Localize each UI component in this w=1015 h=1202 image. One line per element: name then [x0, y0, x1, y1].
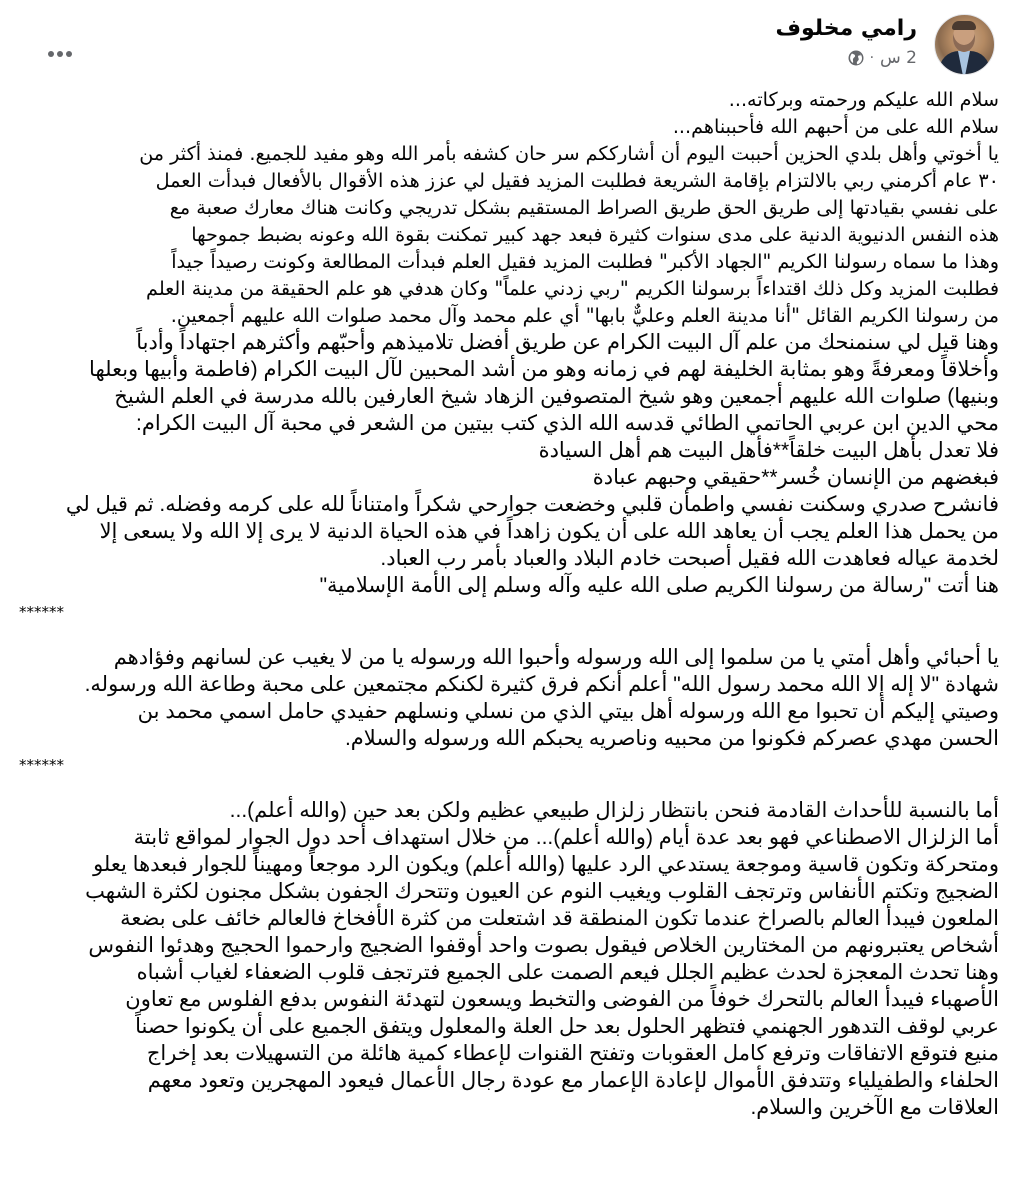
poem-verse: فلا تعدل بأهل البيت خلقاً**فأهل البيت هم أهل السيادة [538, 439, 999, 462]
post-line: عربي لوقف التدهور الجهنمي فتظهر الحلول بعد حل العلة والمعلول ويتفق الجميع على أن يكونوا حصناً [135, 1015, 999, 1038]
more-options-button[interactable] [40, 34, 80, 74]
post-line: يا أحبائي وأهل أمتي يا من سلموا إلى الله ورسوله وأحبوا الله ورسوله يا من لا يغيب عن لسانهم وفؤادهم [113, 646, 999, 669]
post-line: سلام الله عليكم ورحمته وبركاته... [728, 88, 999, 111]
author-avatar[interactable] [934, 14, 995, 75]
spacer [19, 626, 999, 644]
poem-verse: فبغضهم من الإنسان خُسر**حقيقي وحبهم عبادة [592, 466, 999, 489]
post-line: العلاقات مع الآخرين والسلام. [750, 1096, 999, 1119]
post-line: من يحمل هذا العلم يجب أن يعاهد الله على أن يكون زاهداً في هذه الحياة الدنية لا يرى إلا الله ولا يسعى إلا [99, 520, 999, 543]
post-header [14, 14, 1001, 74]
meta-dot-separator: · [869, 50, 875, 66]
post-line: أشخاص يعتبرونهم من المختارين الخلاص فيقول بصوت واحد أوقفوا الضجيج وارحموا الحجيج وهدئوا النفوس [88, 934, 999, 957]
post-line: الضجيج وتكتم الأنفاس وترتجف القلوب ويغيب النوم عن العيون وتتحرك الجفون بشكل مجنون لكثرة الشهب [85, 880, 999, 903]
post-line: فطلبت المزيد وكل ذلك اقتداءاً برسولنا الكريم "ربي زدني علماً" وكان هدفي هو علم الحقيقة من مدينة العلم [146, 277, 999, 300]
post-line: وهذا ما سماه رسولنا الكريم "الجهاد الأكبر" فطلبت المزيد فقيل العلم فبدأت المطالعة وكونت رصيداً جيداً [171, 250, 999, 273]
spacer [19, 779, 999, 797]
section-separator: ****** [19, 756, 64, 774]
post-body [19, 86, 999, 1121]
post-line: محي الدين ابن عربي الحاتمي الطائي قدسه الله الذي كتب بيتين من الشعر في محبة آل البيت الكرام: [135, 412, 999, 435]
post-meta [848, 48, 917, 68]
post-timestamp[interactable]: 2 س [880, 48, 917, 68]
more-dot-icon [66, 51, 72, 57]
post-line: ٣٠ عام أكرمني ربي بالالتزام بإقامة الشريعة فطلبت المزيد فقيل لي عزز هذه الأقوال بالأفعال فبدأت العمل [155, 169, 999, 192]
post-paragraph-message [19, 644, 999, 752]
post-line: على نفسي بقيادتها إلى طريق الحق طريق الصراط المستقيم بشكل تدريجي وكانت هناك معارك صعبة مع [169, 196, 999, 219]
post-line: الأصهباء فيبدأ العالم بالتحرك خوفاً من الفوضى والتخبط ويسعون لتهدئة النفوس بدفع الفلوس مع تعاون [125, 988, 999, 1011]
post-line: الملعون فيبدأ العالم بالصراخ عندما تكون المنطقة قد اشتعلت من كثرة الأفخاخ فالعالم خائف على بضعة [120, 907, 999, 930]
post-line: يا أخوتي وأهل بلدي الحزين أحببت اليوم أن أشارككم سر حان كشفه بأمر الله وهو مفيد للجميع. فمنذ أكثر من [139, 142, 999, 165]
post-line: شهادة "لا إله إلا الله محمد رسول الله" أعلم أنكم فرق كثيرة لكنكم مجتمعين على محبة وطاعة الله ورسوله. [84, 673, 999, 696]
post-line: هنا أتت "رسالة من رسولنا الكريم صلى الله عليه وآله وسلم إلى الأمة الإسلامية" [319, 574, 999, 597]
author-name[interactable]: رامي مخلوف [775, 16, 917, 41]
post-line: وصيتي إليكم أن تحبوا مع الله ورسوله أهل بيتي الذي من نسلي ونسلهم حفيدي حامل اسمي محمد بن [137, 700, 999, 723]
post-line: ومتحركة وتكون قاسية وموجعة يستدعي الرد عليها (والله أعلم) ويكون الرد موجعاً ومهيناً للجوار فبعدها يعلو [93, 853, 999, 876]
globe-icon[interactable] [848, 50, 864, 66]
section-separator: ****** [19, 603, 64, 621]
post-line: وأخلاقاً ومعرفةً وهو بمثابة الخليفة لهم في زمانه وهو من أشد المحبين لآل البيت الكرام (فاطمة وأبيها وبعلها [89, 358, 999, 381]
post-line: منيع فتوقع الاتفاقات وترفع كامل العقوبات وتفتح القنوات لإعطاء كمية هائلة من التسهيلات بعد إخراج [146, 1042, 999, 1065]
more-dot-icon [48, 51, 54, 57]
post-line: من رسولنا الكريم القائل "أنا مدينة العلم وعليٌّ بابها" أي علم محمد وآل محمد صلوات الله عليهم أجمعين. [170, 304, 999, 327]
post-paragraph-intro [19, 86, 999, 329]
post-line: فانشرح صدري وسكنت نفسي واطمأن قلبي وخضعت جوارحي شكراً وامتناناً لله على كرمه وفضله. ثم قيل لي [65, 493, 999, 516]
post-line: هذه النفس الدنيوية الدنية على مدى سنوات كثيرة فبعد جهد كبير تمكنت بقوة الله وعونه بضبط جموحها [191, 223, 999, 246]
post-line: أما الزلزال الاصطناعي فهو بعد عدة أيام (والله أعلم)... من خلال استهداف أحد دول الجوار لمواقع ثابتة [133, 826, 999, 849]
post-paragraph-events [19, 797, 999, 1121]
avatar-hair [952, 21, 976, 30]
post-line: وهنا تحدث المعجزة لحدث عظيم الجلل فيعم الصمت على الجميع فترتجف قلوب الضعفاء لغياب أشباه [136, 961, 999, 984]
post-line: سلام الله على من أحبهم الله فأحببناهم... [672, 115, 999, 138]
post-line: الحلفاء والطفيلياء وتتدفق الأموال لإعادة الإعمار مع عودة رجال الأعمال فيعود المهجرين وتعود معهم [147, 1069, 999, 1092]
more-dot-icon [57, 51, 63, 57]
post-line: الحسن مهدي عصركم فكونوا من محبيه وناصريه يحبكم الله ورسوله والسلام. [344, 727, 999, 750]
post-line: أما بالنسبة للأحداث القادمة فنحن بانتظار زلزال طبيعي عظيم ولكن بعد حين (والله أعلم)... [229, 799, 999, 822]
post-paragraph-ibn-arabi [19, 329, 999, 599]
post-line: لخدمة عياله فعاهدت الله فقيل أصبحت خادم البلاد والعباد بأمر رب العباد. [380, 547, 999, 570]
post-line: وبنيها) صلوات الله عليهم أجمعين وهو شيخ المتصوفين الزهاد شيخ العارفين بالله مدرسة في العلم الشيخ [114, 385, 999, 408]
post-line: وهنا قيل لي سنمنحك من علم آل البيت الكرام عن طريق أفضل تلاميذهم وأحبّهم وأكثرهم اجتهاداً وأدباً [136, 331, 999, 354]
